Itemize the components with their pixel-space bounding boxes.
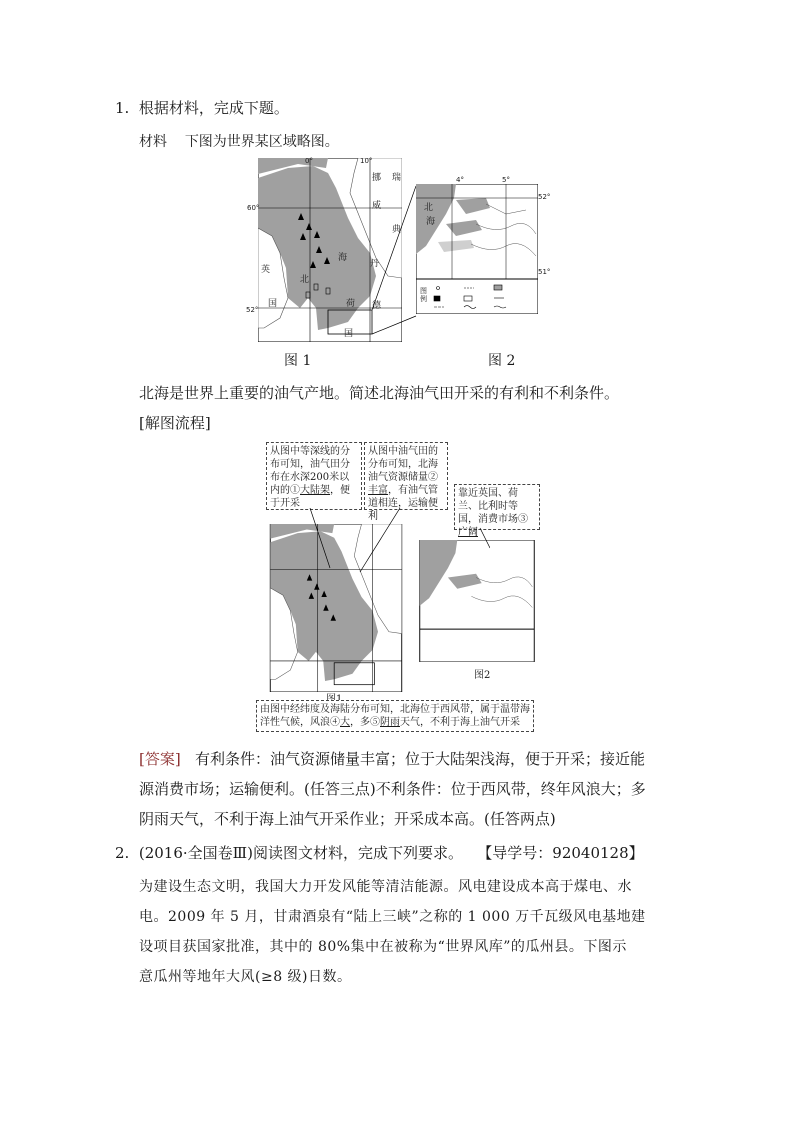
guo-label: 国 <box>344 329 354 339</box>
hint-answer: 大陆架 <box>300 485 330 496</box>
hint-answer: 大 <box>340 717 350 728</box>
q2-line-1: 为建设生态文明，我国大力开发风能等清洁能源。风电建设成本高于煤电、水 <box>139 879 632 895</box>
hint-text: 天气，不利于海上油气开采 <box>400 717 520 728</box>
solution-fig2-caption: 图2 <box>474 670 491 681</box>
north-label: 北 <box>300 275 310 285</box>
figure-2-map <box>416 184 538 314</box>
denmark-label: 丹 <box>370 259 380 269</box>
hint-text: 从图中等深线的分布可知，油气田分布在水深200米以内的① <box>270 446 350 496</box>
answer-text: 有利条件：油气资源储量丰富；位于大陆架浅海，便于开采；接近能 <box>195 750 646 768</box>
question-1-prompt <box>115 97 289 118</box>
question-source: (2016·全国卷Ⅲ)阅读图文材料，完成下列要求。 <box>138 844 463 862</box>
q2-line-3: 设项目获国家批准，其中的 80%集中在被称为“世界风库”的瓜州县。下图示 <box>139 939 627 955</box>
sweden-label: 瑞 <box>392 173 402 183</box>
material-tag: 材料 <box>139 134 167 150</box>
hint-text: ，多⑤ <box>350 717 380 728</box>
guide-number: 【导学号：92040128】 <box>477 844 644 862</box>
answer-tag: [答案] <box>139 750 181 768</box>
material-line <box>139 131 339 151</box>
process-title: [解图流程] <box>139 414 211 432</box>
hint-text: 从图中油气田的分布可知，北海油气资源储量② <box>368 446 438 483</box>
question-number: 2. <box>115 844 130 862</box>
question-prompt: 根据材料，完成下题。 <box>138 99 289 117</box>
sweden-label-2: 典 <box>392 225 402 235</box>
answer-line-3: 阴雨天气，不利于海上油气开采作业；开采成本高。(任答两点) <box>139 810 556 828</box>
hint-text: ，有油气管道相连，运输便利 <box>368 485 438 522</box>
hint-arrows <box>290 508 490 578</box>
hint-answer: 丰富 <box>368 485 388 496</box>
material-text: 下图为世界某区域略图。 <box>184 134 339 150</box>
hint-text: 由图中经纬度及海陆分布可知，北海位于西风带，属于温带海洋性气候，风浪④ <box>260 704 530 728</box>
hint-text: 靠近英国、荷兰、比利时等国，消费市场③ <box>458 488 528 525</box>
hint-box-climate <box>256 700 534 732</box>
hint-text: ，便于开采 <box>270 485 350 509</box>
germany-label: 德 <box>372 301 382 311</box>
inset-sea: 海 <box>426 217 436 227</box>
hint-answer: 阴雨 <box>380 717 400 728</box>
uk-label: 英 <box>261 265 271 275</box>
answer-line-2: 源消费市场；运输便利。(任答三点)不利条件：位于西风带，终年风浪大；多 <box>139 780 646 798</box>
inset-lon4: 4° <box>456 176 464 184</box>
lon-10-label: 10° <box>360 157 373 165</box>
uk-label-2: 国 <box>268 299 278 309</box>
lon-0-label: 0° <box>305 157 313 165</box>
inset-lon5: 5° <box>502 176 510 184</box>
q2-line-4: 意瓜州等地年大风(≥8 级)日数。 <box>139 969 352 985</box>
inset-lat51: 51° <box>538 268 551 276</box>
question-text: 北海是世界上重要的油气产地。简述北海油气田开采的有利和不利条件。 <box>139 384 620 402</box>
q2-line-2: 电。2009 年 5 月，甘肃酒泉有“陆上三峡”之称的 1 000 万千瓦级风电基地建 <box>139 909 646 925</box>
legend-tag: 图例 <box>420 287 427 303</box>
hint-answer: 广阔 <box>458 527 478 538</box>
figure-2-caption: 图 2 <box>488 353 516 369</box>
hint-box-reserves <box>364 442 448 522</box>
norway-label-2: 威 <box>372 201 382 211</box>
hint-box-depth <box>266 442 362 510</box>
answer-line-1 <box>139 748 645 769</box>
sea-label: 海 <box>338 253 348 263</box>
lat-60-label: 60° <box>247 204 260 212</box>
inset-north: 北 <box>424 203 434 213</box>
figure-1-caption: 图 1 <box>284 353 312 369</box>
question-number: 1. <box>115 99 130 117</box>
norway-label: 挪 <box>372 173 382 183</box>
lat-52-label: 52° <box>246 306 259 314</box>
question-2-header <box>115 842 644 863</box>
inset-connector <box>372 176 420 336</box>
nl-label: 荷 <box>346 299 356 309</box>
inset-lat52: 52° <box>538 193 551 201</box>
